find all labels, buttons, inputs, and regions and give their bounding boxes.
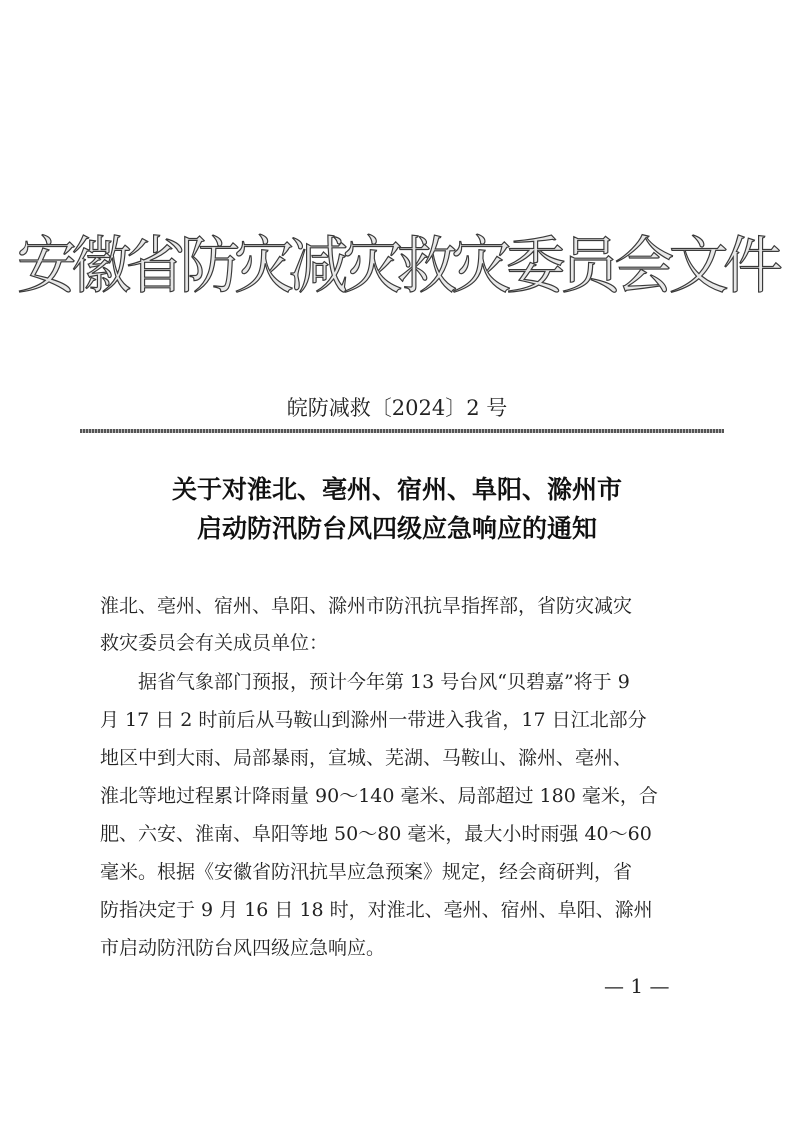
body-line: 淮北等地过程累计降雨量 90～140 毫米、局部超过 180 毫米，合 <box>100 785 658 807</box>
body-line: 救灾委员会有关成员单位： <box>100 632 329 654</box>
body-line: 月 17 日 2 时前后从马鞍山到滁州一带进入我省，17 日江北部分 <box>100 709 647 731</box>
notice-title-line-1: 关于对淮北、亳州、宿州、阜阳、滁州市 <box>171 475 622 504</box>
masthead-title: 安徽省防灾减灾救灾委员会文件 <box>16 229 778 302</box>
page-number: — 1 — <box>604 974 670 998</box>
body-line: 毫米。根据《安徽省防汛抗旱应急预案》规定，经会商研判，省 <box>100 861 633 883</box>
body-line: 防指决定于 9 月 16 日 18 时，对淮北、亳州、宿州、阜阳、滁州 <box>100 899 653 921</box>
separator-rule <box>80 429 724 433</box>
body-line: 地区中到大雨、局部暴雨，宣城、芜湖、马鞍山、滁州、亳州、 <box>100 747 633 769</box>
body-line: 市启动防汛防台风四级应急响应。 <box>100 937 386 959</box>
body-line: 据省气象部门预报，预计今年第 13 号台风“贝碧嘉”将于 9 <box>100 671 630 693</box>
body-line: 肥、六安、淮南、阜阳等地 50～80 毫米，最大小时雨强 40～60 <box>100 823 652 845</box>
notice-title-line-2: 启动防汛防台风四级应急响应的通知 <box>196 514 597 543</box>
body-line: 淮北、亳州、宿州、阜阳、滁州市防汛抗旱指挥部，省防灾减灾 <box>100 595 633 617</box>
document-number: 皖防减救〔2024〕2 号 <box>286 396 508 420</box>
